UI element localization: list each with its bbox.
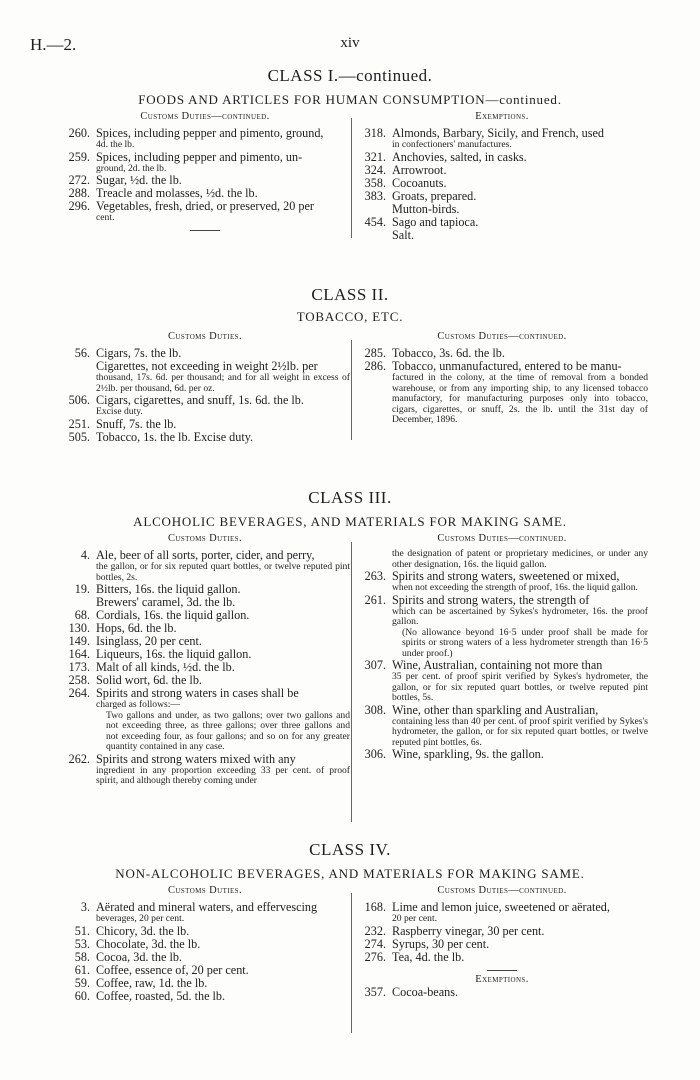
item-number: 285. (364, 346, 386, 360)
item-number: 506. (68, 393, 90, 407)
item-note: 4d. the lb. (96, 139, 135, 150)
item-number: 173. (68, 660, 90, 674)
item-text: Aërated and mineral waters, and effervescing (96, 900, 318, 914)
item-text: Groats, prepared. (392, 188, 477, 203)
item-number: 272. (68, 173, 90, 187)
class4-title: CLASS IV. (309, 840, 391, 859)
item-number: 56. (74, 346, 90, 360)
column-divider (351, 542, 352, 822)
item-number: 149. (68, 634, 90, 648)
class2-left-column (60, 330, 350, 444)
list-item (356, 190, 648, 203)
item-note: which can be ascertained by Sykes's hydrometer, 16s. the proof gallon. (392, 605, 648, 627)
item-text: Vegetables, fresh, dried, or preserved, 20 per (96, 199, 314, 213)
list-item (356, 659, 648, 704)
column-divider (351, 893, 352, 1033)
item-text: Treacle and molasses, ½d. the lb. (96, 186, 258, 200)
list-item (60, 753, 350, 787)
class2-right-column (356, 330, 648, 426)
list-item (60, 687, 350, 753)
item-text: Hops, 6d. the lb. (96, 621, 177, 635)
item-text: Coffee, roasted, 5d. the lb. (96, 988, 226, 1003)
item-number: 286. (364, 359, 386, 373)
item-text: Coffee, essence of, 20 per cent. (96, 962, 249, 977)
item-number: 251. (68, 416, 90, 431)
list-item (60, 431, 350, 444)
item-number: 4. (80, 548, 90, 562)
item-note: in confectioners' manufactures. (392, 139, 512, 150)
item-number: 259. (68, 149, 90, 164)
item-text: Cigars, 7s. the lb. (96, 346, 182, 360)
item-text: Isinglass, 20 per cent. (96, 634, 202, 648)
item-text: Tobacco, unmanufactured, entered to be manu- (392, 359, 622, 373)
item-text: Cordials, 16s. the liquid gallon. (96, 608, 250, 622)
list-item (60, 418, 350, 431)
class2-subtitle: TOBACCO, ETC. (296, 309, 404, 324)
item-text: Brewers' caramel, 3d. the lb. (96, 595, 236, 609)
item-number: 19. (74, 582, 90, 596)
item-text: Lime and lemon juice, sweetened or aërated, (392, 900, 610, 914)
class1-right-heading: Exemptions. (475, 111, 529, 122)
class3-subtitle: ALCOHOLIC BEVERAGES, AND MATERIALS FOR MAKING SAME. (133, 514, 567, 529)
item-number: 60. (74, 988, 90, 1003)
item-text: Ale, beer of all sorts, porter, cider, and perry, (96, 548, 315, 562)
item-text: Cocoa-beans. (392, 984, 458, 999)
item-number: 306. (364, 747, 386, 761)
item-text: Syrups, 30 per cent. (392, 936, 490, 951)
item-text: Tobacco, 3s. 6d. the lb. (392, 346, 505, 360)
class1-left-column (60, 110, 350, 233)
item-note: when not exceeding the strength of proof, 16s. the liquid gallon. (392, 582, 638, 593)
item-text: Spirits and strong waters mixed with any (96, 751, 296, 766)
item-text: Anchovies, salted, in casks. (392, 149, 527, 164)
list-item (60, 951, 350, 964)
item-note: 35 per cent. of proof spirit verified by Sykes's hydrometer, the gallon, or for six reputed quart bottles, or twelve reputed pint bottles, 5s. (392, 671, 648, 703)
class4-right-column (356, 884, 648, 999)
item-number: 454. (364, 214, 386, 229)
list-item (60, 200, 350, 224)
item-note: charged as follows:— (96, 699, 181, 710)
item-text: Coffee, raw, 1d. the lb. (96, 975, 208, 990)
item-number: 168. (364, 900, 386, 914)
item-text: Tobacco, 1s. the lb. Excise duty. (96, 429, 254, 444)
item-subnote: Two gallons and under, as two gallons; over two gallons and not exceeding three, as three gallons; over three gallons and not exceeding four, as four gallons; and so on for any greater quantity contained in any case. (106, 709, 350, 752)
item-note: cent. (96, 212, 115, 223)
item-text: Salt. (392, 227, 415, 242)
page-number: xiv (340, 35, 360, 51)
item-number: 59. (74, 975, 90, 990)
class3-continuation-note: the designation of patent or proprietary medicines, or under any other designation, 16s. the liquid gallon. (392, 548, 648, 570)
list-item (356, 570, 648, 594)
list-item (356, 229, 648, 242)
item-text: Cigarettes, not exceeding in weight 2½lb. per (96, 359, 318, 373)
list-item (356, 360, 648, 426)
divider-rule (190, 230, 220, 231)
list-item (356, 594, 648, 660)
item-text: Sugar, ½d. the lb. (96, 173, 182, 187)
item-note: ground, 2d. the lb. (96, 162, 167, 174)
class2-right-heading: Customs Duties—continued. (437, 331, 567, 342)
item-text: Mutton-birds. (392, 201, 460, 216)
class2-title: CLASS II. (311, 285, 389, 304)
item-number: 274. (364, 936, 386, 951)
list-item (60, 127, 350, 151)
item-number: 260. (68, 126, 90, 140)
item-number: 276. (364, 949, 386, 964)
class4-left-column (60, 884, 350, 1003)
class3-left-column (60, 532, 350, 787)
item-text: Almonds, Barbary, Sicily, and French, used (392, 126, 605, 140)
item-note: ingredient in any proportion exceeding 33 per cent. of proof spirit, and although thereby coming under (96, 764, 350, 786)
list-item (60, 938, 350, 951)
item-text: Chicory, 3d. the lb. (96, 923, 190, 938)
list-item (60, 394, 350, 418)
item-note: factured in the colony, at the time of removal from a bonded warehouse, or from any importing ship, to any licensed tobacco manufactory, for manufacturing purposes only into tobacco, cigars, cigarettes, or snuff, 2s. the lb. until the 31st day of December, 1896. (392, 372, 648, 425)
class4-exemptions-heading: Exemptions. (475, 973, 529, 985)
item-number: 296. (68, 199, 90, 213)
class1-right-column (356, 110, 648, 242)
item-text: Spirits and strong waters, sweetened or mixed, (392, 569, 620, 583)
item-text: Solid wort, 6d. the lb. (96, 673, 202, 687)
list-item (60, 990, 350, 1003)
item-number: 232. (364, 923, 386, 938)
list-item (356, 901, 648, 925)
item-text: Raspberry vinegar, 30 per cent. (392, 923, 545, 938)
item-note: the gallon, or for six reputed quart bottles, or twelve reputed pint bottles, 2s. (96, 561, 350, 583)
class3-right-column (356, 532, 648, 761)
item-number: 61. (74, 962, 90, 977)
page-reference: H.—2. (30, 35, 77, 54)
item-number: 68. (74, 608, 90, 622)
item-number: 288. (68, 186, 90, 200)
list-item (356, 164, 648, 177)
class3-right-heading: Customs Duties—continued. (437, 533, 567, 544)
item-number: 53. (74, 936, 90, 951)
item-number: 308. (364, 702, 386, 717)
item-number: 357. (364, 984, 386, 999)
list-item (356, 216, 648, 229)
item-note: beverages, 20 per cent. (96, 913, 185, 924)
list-item (356, 704, 648, 749)
item-text: Wine, sparkling, 9s. the gallon. (392, 747, 544, 761)
item-number: 264. (68, 686, 90, 700)
item-text: Wine, Australian, containing not more than (392, 658, 603, 672)
item-number: 307. (364, 658, 386, 672)
item-text: Sago and tapioca. (392, 214, 479, 229)
item-text: Snuff, 7s. the lb. (96, 416, 177, 431)
item-number: 58. (74, 949, 90, 964)
class4-left-heading: Customs Duties. (168, 885, 242, 896)
item-number: 505. (68, 429, 90, 444)
item-note: 20 per cent. (392, 913, 438, 924)
item-text: Arrowroot. (392, 162, 447, 177)
list-item (356, 127, 648, 151)
list-item (356, 986, 648, 999)
class3-left-heading: Customs Duties. (168, 533, 242, 544)
item-number: 318. (364, 126, 386, 140)
list-item (60, 977, 350, 990)
item-note: thousand, 17s. 6d. per thousand; and for all weight in excess of 2½lb. per thousand, 6d. per oz. (96, 372, 350, 394)
list-item (356, 938, 648, 951)
column-divider (351, 118, 352, 238)
item-number: 383. (364, 188, 386, 203)
class4-subtitle: NON-ALCOHOLIC BEVERAGES, AND MATERIALS FOR MAKING SAME. (115, 866, 585, 881)
item-subnote: (No allowance beyond 16·5 under proof shall be made for spirits or strong waters of a less hydrometer strength than 16·5 under proof.) (402, 626, 648, 659)
item-number: 358. (364, 175, 386, 190)
item-text: Cigars, cigarettes, and snuff, 1s. 6d. the lb. (96, 393, 304, 407)
item-text: Malt of all kinds, ½d. the lb. (96, 660, 235, 674)
list-item (60, 360, 350, 394)
list-item (356, 151, 648, 164)
item-text: Spices, including pepper and pimento, ground, (96, 126, 324, 140)
list-item (60, 549, 350, 583)
item-note: Excise duty. (96, 406, 143, 417)
item-number: 130. (68, 621, 90, 635)
item-text: Wine, other than sparkling and Australian, (392, 702, 599, 717)
item-text: Cocoanuts. (392, 175, 447, 190)
column-divider (351, 340, 352, 440)
item-text: Cocoa, 3d. the lb. (96, 949, 182, 964)
item-number: 51. (74, 923, 90, 938)
list-item (356, 203, 648, 216)
list-item (60, 964, 350, 977)
item-number: 321. (364, 149, 386, 164)
item-number: 258. (68, 673, 90, 687)
item-number: 3. (80, 900, 90, 914)
class3-title: CLASS III. (308, 488, 392, 507)
item-number: 262. (68, 751, 90, 766)
item-number: 164. (68, 647, 90, 661)
item-note: containing less than 40 per cent. of proof spirit verified by Sykes's hydrometer, the gallon, or for six reputed quart bottles, or twelve reputed pint bottles, 6s. (392, 715, 648, 748)
item-text: Bitters, 16s. the liquid gallon. (96, 582, 241, 596)
list-item (356, 925, 648, 938)
list-item (60, 151, 350, 175)
item-text: Chocolate, 3d. the lb. (96, 936, 201, 951)
class1-subtitle: FOODS AND ARTICLES FOR HUMAN CONSUMPTION—continued. (138, 92, 562, 107)
list-item (356, 748, 648, 761)
item-number: 324. (364, 162, 386, 177)
class1-left-heading: Customs Duties—continued. (140, 111, 270, 122)
item-number: 261. (364, 592, 386, 607)
item-number: 263. (364, 569, 386, 583)
item-text: Spirits and strong waters, the strength of (392, 592, 590, 607)
item-text: Spices, including pepper and pimento, un- (96, 149, 303, 164)
class1-title: CLASS I.—continued. (267, 66, 433, 85)
class2-left-heading: Customs Duties. (168, 331, 242, 342)
list-item (356, 177, 648, 190)
list-item (60, 925, 350, 938)
divider-rule (487, 970, 517, 971)
list-item (60, 901, 350, 925)
list-item (356, 951, 648, 964)
item-text: Tea, 4d. the lb. (392, 949, 465, 964)
item-text: Spirits and strong waters in cases shall be (96, 686, 299, 700)
item-text: Liqueurs, 16s. the liquid gallon. (96, 647, 252, 661)
class4-right-heading: Customs Duties—continued. (437, 885, 567, 896)
